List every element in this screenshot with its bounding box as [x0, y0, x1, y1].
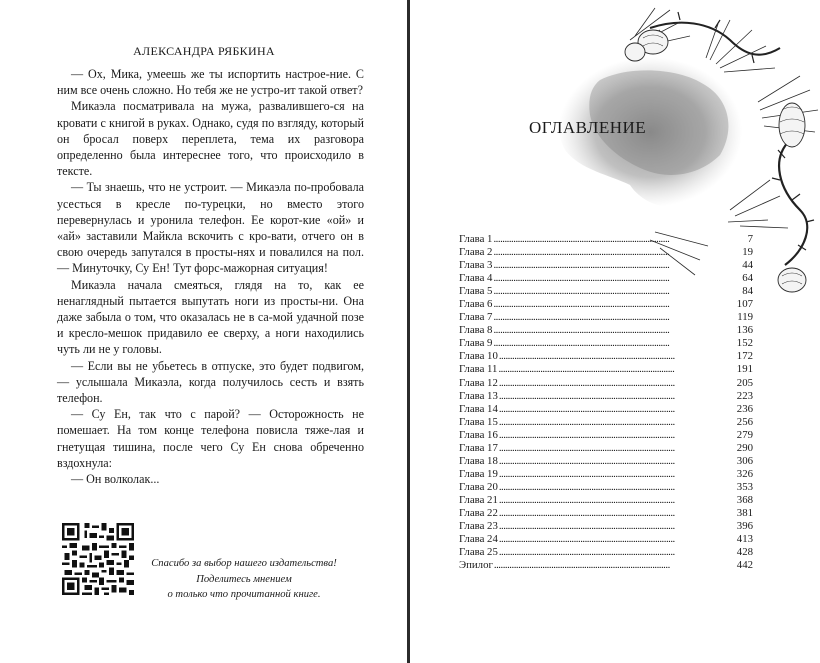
paragraph: Микаэла посматривала на мужа, развалившего-ся на кровати с книгой в руках. Однако, судя по взгляду, который он бросал поверх переплета, тема их разговора определенно была интереснее того, что происходило в тексте.	[57, 99, 364, 179]
toc-leader-dots	[499, 416, 736, 429]
toc-entry[interactable]	[459, 507, 753, 520]
toc-entry[interactable]	[459, 390, 753, 403]
toc-entry[interactable]	[459, 468, 753, 481]
toc-entry-page: 236	[736, 402, 753, 415]
toc-leader-dots	[498, 363, 735, 376]
thanks-line: о только что прочитанной книге.	[167, 589, 321, 600]
toc-entry-label: Эпилог	[459, 559, 493, 572]
toc-entry-page: 84	[742, 285, 753, 298]
toc-leader-dots	[493, 337, 735, 350]
toc-leader-dots	[493, 233, 746, 246]
toc-entry-label: Глава 25	[459, 546, 498, 559]
toc-entry-page: 7	[747, 233, 753, 245]
toc-entry[interactable]	[459, 350, 753, 363]
toc-leader-dots	[499, 507, 736, 520]
toc-entry[interactable]	[459, 233, 753, 246]
toc-entry[interactable]	[459, 337, 753, 350]
toc-entry-label: Глава 22	[459, 506, 498, 519]
toc-entry[interactable]	[459, 455, 753, 468]
paragraph: — Су Ен, так что с парой? — Осторожность не помешает. На том конце телефона повисла тяже-лая и гнетущая тишина, после чего Су Ен снова обреченно вздохнула:	[57, 407, 364, 470]
toc-entry-label: Глава 15	[459, 415, 498, 428]
toc-entry-label: Глава 1	[459, 233, 493, 245]
toc-entry-page: 256	[736, 415, 753, 428]
toc-entry-label: Глава 7	[459, 311, 493, 324]
toc-entry-page: 279	[736, 428, 753, 441]
toc-leader-dots	[493, 285, 741, 298]
toc-entry-page: 428	[736, 546, 753, 559]
toc-entry-page: 107	[736, 298, 753, 311]
toc-leader-dots	[499, 520, 736, 533]
qr-code-icon[interactable]	[62, 523, 134, 595]
toc-leader-dots	[499, 533, 736, 546]
toc-entry[interactable]	[459, 442, 753, 455]
toc-entry-label: Глава 6	[459, 298, 493, 311]
toc-entry[interactable]	[459, 520, 753, 533]
toc-entry-label: Глава 9	[459, 337, 493, 350]
left-page	[0, 0, 408, 663]
toc-entry-page: 205	[736, 376, 753, 389]
toc-entry-label: Глава 2	[459, 246, 493, 259]
toc-entry[interactable]	[459, 246, 753, 259]
body-text	[57, 66, 364, 487]
toc-entry[interactable]	[459, 429, 753, 442]
toc-entry-page: 136	[736, 324, 753, 337]
toc-entry[interactable]	[459, 311, 753, 324]
toc-leader-dots	[493, 298, 735, 311]
toc-entry-label: Глава 11	[459, 363, 498, 376]
thanks-line: Спасибо за выбор нашего издательства!	[151, 558, 337, 569]
toc-entry-page: 19	[742, 246, 753, 259]
toc-entry-label: Глава 23	[459, 520, 498, 533]
toc-leader-dots	[499, 403, 736, 416]
toc-leader-dots	[499, 350, 736, 363]
toc-entry[interactable]	[459, 494, 753, 507]
toc-entry-label: Глава 10	[459, 350, 498, 363]
toc-entry-label: Глава 4	[459, 272, 493, 285]
toc-leader-dots	[493, 259, 741, 272]
toc-entry-page: 413	[736, 533, 753, 546]
toc-entry[interactable]	[459, 533, 753, 546]
toc-entry[interactable]	[459, 285, 753, 298]
paragraph: — Ты знаешь, что не устроит. — Микаэла по-пробовала усесться в кресле по-турецки, но вместо этого перевернулась и уронила телефон. Ее корот-кие «ой» и «ай» заставили Майкла вскочить с кро-вати, отчего он в свою очередь запутался в просты-нях и повалился на пол. — Минуточку, Су Ен! Тут форс-мажорная ситуация!	[57, 180, 364, 276]
publisher-thanks	[140, 556, 348, 603]
toc-leader-dots	[499, 546, 736, 559]
toc-entry-label: Глава 24	[459, 533, 498, 546]
toc-entry-label: Глава 3	[459, 259, 493, 272]
toc-leader-dots	[499, 442, 736, 455]
toc-entry[interactable]	[459, 298, 753, 311]
toc-entry[interactable]	[459, 324, 753, 337]
toc-entry-page: 396	[736, 520, 753, 533]
toc-entry-page: 44	[742, 259, 753, 272]
toc-entry[interactable]	[459, 363, 753, 376]
toc-leader-dots	[493, 324, 735, 337]
toc-leader-dots	[493, 311, 736, 324]
toc-entry-page: 290	[736, 441, 753, 454]
page-title: ОГЛАВЛЕНИЕ	[529, 118, 647, 137]
toc-entry[interactable]	[459, 481, 753, 494]
toc-entry-page: 191	[736, 363, 753, 376]
book-spine	[407, 0, 410, 663]
toc-entry[interactable]	[459, 403, 753, 416]
toc-entry-label: Глава 20	[459, 480, 498, 493]
toc-entry-page: 119	[737, 311, 753, 324]
toc-entry-label: Глава 17	[459, 441, 498, 454]
toc-entry-label: Глава 14	[459, 402, 498, 415]
running-header-author: АЛЕКСАНДРА РЯБКИНА	[133, 44, 275, 58]
toc-leader-dots	[499, 481, 736, 494]
toc-leader-dots	[494, 559, 736, 572]
toc-entry[interactable]	[459, 377, 753, 390]
toc-entry-page: 64	[742, 272, 753, 285]
toc-entry-page: 326	[736, 467, 753, 480]
paragraph: Микаэла начала смеяться, глядя на то, как ее ненаглядный пытается выпутать ноги из просты-ни. Она даже забыла о том, что оказалась не в са-мой удачной позе и кресло-мешок придавило ее сверху, а ноги находились чуть ли не у головы.	[57, 277, 364, 357]
toc-entry-label: Глава 16	[459, 428, 498, 441]
paragraph: — Если вы не убьетесь в отпуске, это будет подвигом, — услышала Микаэла, когда получилось сесть и взять телефон.	[57, 358, 364, 406]
toc-entry[interactable]	[459, 272, 753, 285]
toc-entry[interactable]	[459, 546, 753, 559]
toc-entry-label: Глава 13	[459, 389, 498, 402]
toc-leader-dots	[499, 494, 736, 507]
paragraph: — Он волколак...	[71, 472, 160, 487]
toc-entry-label: Глава 5	[459, 285, 493, 298]
toc-leader-dots	[499, 429, 736, 442]
toc-entry[interactable]	[459, 259, 753, 272]
toc-entry-page: 223	[736, 389, 753, 402]
thanks-line: Поделитесь мнением	[196, 573, 292, 585]
toc-entry-page: 381	[736, 506, 753, 519]
table-of-contents	[459, 233, 753, 572]
toc-entry-label: Глава 8	[459, 324, 493, 337]
toc-entry-page: 306	[736, 454, 753, 467]
toc-entry-label: Глава 18	[459, 454, 498, 467]
toc-entry-page: 152	[736, 337, 753, 350]
toc-entry-page: 442	[736, 559, 753, 572]
toc-leader-dots	[493, 246, 741, 259]
toc-entry-label: Глава 19	[459, 467, 498, 480]
toc-entry-label: Глава 12	[459, 376, 498, 389]
toc-entry[interactable]	[459, 416, 753, 429]
toc-entry[interactable]	[459, 559, 753, 572]
toc-leader-dots	[499, 390, 736, 403]
toc-entry-page: 172	[736, 350, 753, 363]
toc-entry-label: Глава 21	[459, 493, 498, 506]
toc-leader-dots	[499, 455, 736, 468]
toc-entry-page: 353	[736, 480, 753, 493]
paragraph: — Ох, Мика, умеешь же ты испортить настрое-ние. С ним все очень сложно. Но тебя же не устро-ит такой ответ?	[57, 67, 364, 98]
toc-leader-dots	[493, 272, 741, 285]
toc-entry-page: 368	[736, 493, 753, 506]
toc-leader-dots	[499, 468, 736, 481]
toc-leader-dots	[499, 377, 736, 390]
